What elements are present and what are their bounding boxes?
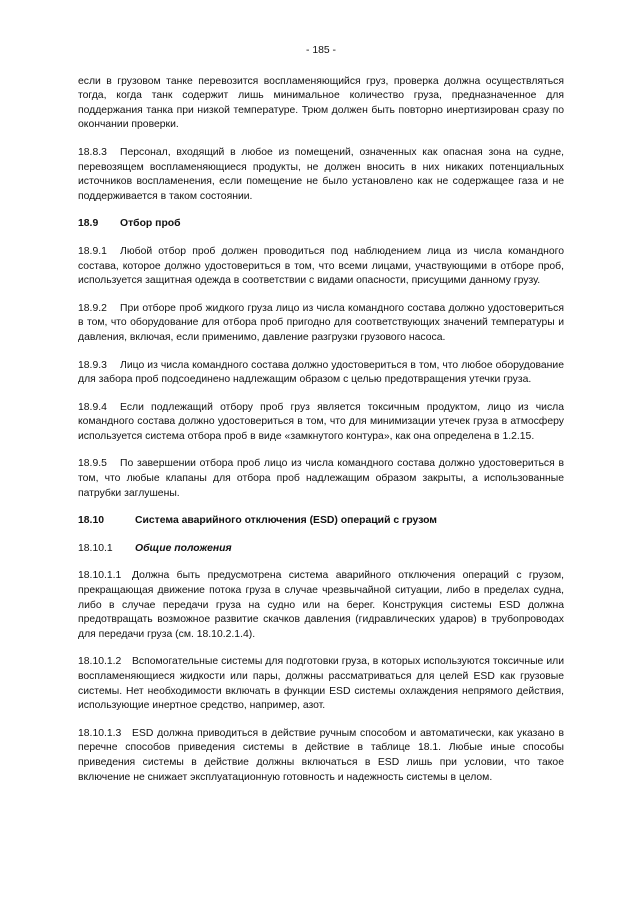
paragraph-text: По завершении отбора проб лицо из числа командного состава должно удостовериться в том, что любые клапаны для отбора проб надлежащим образом закрыты, а использованные патрубки заглушены. [78, 458, 564, 499]
paragraph-18-10-1-1 [78, 569, 564, 642]
subsection-number: 18.10.1 [78, 542, 113, 554]
paragraph-number: 18.10.1.3 [78, 727, 122, 739]
subsection-heading-18-10-1 [78, 542, 564, 557]
paragraph-number: 18.10.1.1 [78, 570, 122, 582]
paragraph-18-10-1-3 [78, 727, 564, 785]
section-title: Система аварийного отключения (ESD) операций с грузом [135, 515, 437, 527]
paragraph-text: ESD должна приводиться в действие ручным способом и автоматически, как указано в перечне способов приведения системы в действие в таблице 18.1. Любые иные способы приведения системы в действие должны включаться в ESD лишь при условии, что такое включение не снижает эксплуатационную готовность и надежность системы в целом. [78, 727, 564, 783]
paragraph-18-9-2 [78, 302, 564, 346]
section-heading-18-9 [78, 217, 564, 232]
subsection-title: Общие положения [135, 542, 232, 554]
paragraph-18-9-5 [78, 457, 564, 501]
paragraph-number: 18.9.4 [78, 401, 107, 413]
section-number: 18.10 [78, 515, 105, 527]
paragraph-18-9-1 [78, 245, 564, 289]
paragraph-18-9-4 [78, 401, 564, 445]
paragraph-number: 18.9.5 [78, 458, 107, 470]
paragraph-text: При отборе проб жидкого груза лицо из числа командного состава должно удостовериться в том, что оборудование для отбора проб пригодно для соответствующих значений температуры и давления, включая, если применимо, давление разгрузки грузового насоса. [78, 302, 564, 343]
paragraph-number: 18.9.3 [78, 359, 107, 371]
paragraph-number: 18.9.1 [78, 245, 107, 257]
section-number: 18.9 [78, 218, 99, 230]
document-page [78, 44, 564, 798]
page-number: - 185 - [305, 45, 337, 56]
paragraph-18-9-3 [78, 359, 564, 388]
section-heading-18-10 [78, 514, 564, 529]
paragraph-18-10-1-2 [78, 655, 564, 713]
paragraph-text: если в грузовом танке перевозится воспламеняющийся груз, проверка должна осуществляться тогда, когда танк содержит лишь минимальное количество груза, предназначенное для поддержания танка при низкой температуре. Трюм должен быть повторно инертизирован сразу по окончании проверки. [78, 75, 564, 131]
paragraph-text: Любой отбор проб должен проводиться под наблюдением лица из числа командного состава, которое должно удостовериться в том, что всеми лицами, участвующими в отборе проб, используется защитная одежда в соответствии с видами опасности, присущими данному грузу. [78, 245, 564, 287]
paragraph-text: Персонал, входящий в любое из помещений, означенных как опасная зона на судне, перевозящем воспламеняющиеся продукты, не должен вносить в них никаких потенциальных источников воспламенения, если помещение не было установлено как не содержащее газа и не поддерживается в таком состоянии. [78, 146, 564, 202]
paragraph-number: 18.8.3 [78, 146, 107, 158]
paragraph-number: 18.9.2 [78, 302, 107, 314]
paragraph-text: Лицо из числа командного состава должно удостовериться в том, что любое оборудование для забора проб подсоединено надлежащим образом с целью предотвращения утечки груза. [78, 359, 564, 386]
paragraph-text: Должна быть предусмотрена система аварийного отключения операций с грузом, прекращающая движение потока груза в случае чрезвычайной ситуации, либо в пределах судна, либо в случае передачи груза на судно или на берег. Конструкция системы ESD должна предотвращать возможное развитие скачков давления (гидравлических ударов) в трубопроводах для передачи груза (см. 18.10.2.1.4). [78, 570, 564, 640]
paragraph-continuation [78, 75, 564, 133]
paragraph-text: Если подлежащий отбору проб груз является токсичным продуктом, лицо из числа командного состава должно удостовериться в том, что для минимизации утечек груза в атмосферу используется система отбора проб в виде «замкнутого контура», как она определена в 1.2.15. [78, 401, 564, 442]
paragraph-18-8-3 [78, 146, 564, 204]
paragraph-text: Вспомогательные системы для подготовки груза, в которых используются токсичные или воспламеняющиеся жидкости или пары, должны рассматриваться для целей ESD как грузовые системы. Нет необходимости включать в функции ESD системы охлаждения непрямого действия, использующие инертное средство, например, азот. [78, 656, 564, 712]
paragraph-number: 18.10.1.2 [78, 656, 122, 668]
section-title: Отбор проб [120, 218, 181, 230]
